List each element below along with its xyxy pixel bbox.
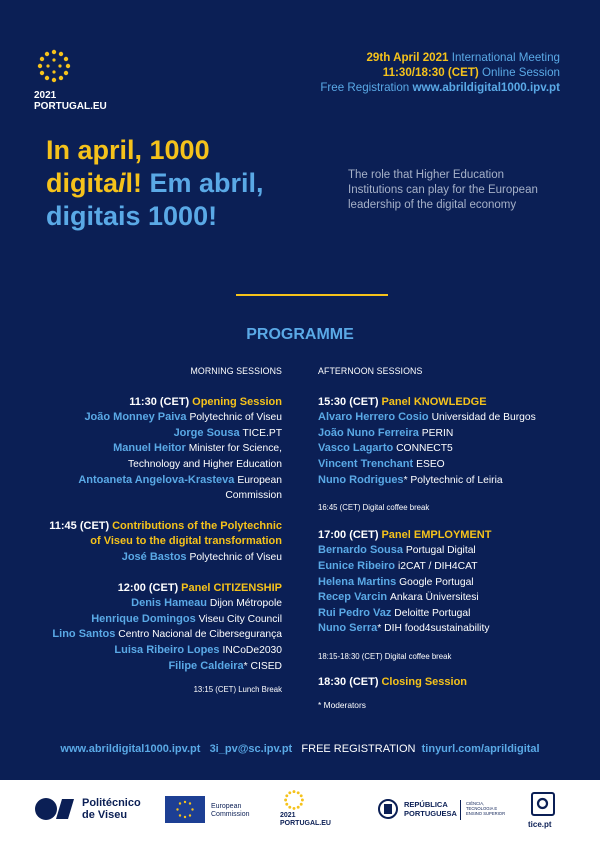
event-date: 29th April 2021 bbox=[366, 51, 449, 64]
programme-title: PROGRAMME bbox=[246, 326, 354, 343]
headline bbox=[46, 134, 264, 233]
employment-panel: 17:00 (CET) Panel EMPLOYMENT Bernardo Sousa Portugal Digital Eunice Ribeiro i2CAT / DIH4CAT Helena Martins Google Portugal Recep Varcin Ankara Üniversitesi Rui Pedro Vaz Deloitte Portugal Nuno Serra* DIH food4sustainability bbox=[318, 528, 536, 637]
politecnico-viseu-logo-icon bbox=[34, 797, 78, 821]
registration-label: Free Registration bbox=[320, 81, 413, 94]
ministry-text: CIÊNCIA, TECNOLOGIA E ENSINO SUPERIOR bbox=[466, 801, 506, 816]
logo-year: 2021 bbox=[34, 90, 57, 101]
speaker: Alvaro Herrero Cosio Universidad de Burgos bbox=[318, 411, 536, 424]
free-registration-label: FREE REGISTRATION bbox=[301, 743, 416, 755]
speaker: Nuno Rodrigues* Polytechnic of Leiria bbox=[318, 473, 503, 486]
closing-session: 18:30 (CET) Closing Session bbox=[318, 675, 468, 688]
european-commission-text: European Commission bbox=[211, 803, 250, 818]
contact-line bbox=[0, 743, 600, 755]
knowledge-panel: 15:30 (CET) Panel KNOWLEDGE Alvaro Herrero Cosio Universidad de Burgos João Nuno Ferreira PERIN Vasco Lagarto CONNECT5 Vincent Trenchant ESEO Nuno Rodrigues* Polytechnic of Leiria bbox=[318, 395, 536, 489]
headline-line-1: In april, 1000 bbox=[46, 135, 210, 165]
speaker: Rui Pedro Vaz Deloitte Portugal bbox=[318, 606, 471, 619]
speaker: Lino Santos Centro Nacional de Cibersegurança bbox=[52, 628, 282, 641]
star-circle-icon bbox=[34, 46, 74, 86]
citizenship-panel: 12:00 (CET) Panel CITIZENSHIP Denis Hameau Dijon Métropole Henrique Domingos Viseu City Council Lino Santos Centro Nacional de Cibersegurança Luisa Ribeiro Lopes INCoDe2030 Filipe Caldeira* CISED bbox=[49, 581, 282, 675]
speaker: Helena Martins Google Portugal bbox=[318, 575, 474, 588]
divider bbox=[236, 294, 388, 296]
morning-sessions bbox=[49, 364, 282, 698]
tice-logo-icon bbox=[531, 792, 555, 816]
speaker: Vincent Trenchant ESEO bbox=[318, 457, 445, 470]
speaker: José Bastos Polytechnic of Viseu bbox=[121, 550, 282, 563]
coffee-break-1: 16:45 (CET) Digital coffee break bbox=[318, 503, 430, 513]
speaker: Vasco Lagarto CONNECT5 bbox=[318, 442, 453, 455]
event-time-label: Online Session bbox=[478, 66, 560, 79]
registration-link[interactable]: tinyurl.com/aprildigital bbox=[421, 743, 540, 755]
lunch-break: 13:15 (CET) Lunch Break bbox=[193, 685, 282, 695]
star-circle-icon bbox=[282, 788, 306, 812]
speaker: Manuel Heitor Minister for Science, bbox=[113, 442, 282, 455]
politecnico-viseu-text: Politécnico de Viseu bbox=[82, 797, 141, 821]
footer-divider bbox=[460, 800, 461, 820]
speaker: Antoaneta Angelova-Krasteva European bbox=[78, 473, 282, 486]
coffee-break-2: 18:15-18:30 (CET) Digital coffee break bbox=[318, 651, 452, 661]
logo-name: PORTUGAL.EU bbox=[34, 101, 107, 112]
speaker: Henrique Domingos Viseu City Council bbox=[91, 612, 282, 625]
website-link[interactable]: www.abrildigital1000.ipv.pt bbox=[60, 743, 201, 755]
event-info bbox=[320, 50, 560, 95]
headline-line-2: digitail! Em abril, bbox=[46, 168, 264, 198]
tice-text: tice.pt bbox=[528, 820, 552, 829]
republica-portuguesa-text: REPÚBLICA PORTUGUESA bbox=[404, 800, 457, 818]
speaker: Jorge Sousa TICE.PT bbox=[173, 426, 282, 439]
speaker: Recep Varcin Ankara Üniversitesi bbox=[318, 591, 479, 604]
tagline: The role that Higher Education Institutions can play for the European leadership of the digital economy bbox=[348, 169, 538, 211]
speaker: João Nuno Ferreira PERIN bbox=[318, 426, 454, 439]
email-link[interactable]: 3i_pv@sc.ipv.pt bbox=[209, 743, 293, 755]
contributions-session: 11:45 (CET) Contributions of the Polytechnic of Viseu to the digital transformation José Bastos Polytechnic of Viseu bbox=[49, 519, 282, 566]
afternoon-sessions bbox=[318, 364, 536, 714]
republica-emblem-icon bbox=[376, 798, 400, 820]
logo-text bbox=[34, 90, 107, 112]
morning-heading: MORNING SESSIONS bbox=[190, 366, 282, 376]
opening-session: 11:30 (CET) Opening Session João Monney Paiva Polytechnic of Viseu Jorge Sousa TICE.PT Manuel Heitor Minister for Science, Technology and Higher Education Antoaneta Angelova-Krasteva European Commission bbox=[49, 395, 282, 504]
headline-line-3: digitais 1000! bbox=[46, 201, 218, 231]
speaker: João Monney Paiva Polytechnic of Viseu bbox=[84, 411, 282, 424]
moderators-note: * Moderators bbox=[318, 700, 366, 711]
speaker: Bernardo Sousa Portugal Digital bbox=[318, 544, 476, 557]
eu-flag-icon bbox=[165, 796, 205, 823]
speaker: Nuno Serra* DIH food4sustainability bbox=[318, 622, 490, 635]
event-time: 11:30/18:30 (CET) bbox=[382, 66, 479, 79]
registration-url[interactable]: www.abrildigital1000.ipv.pt bbox=[412, 81, 560, 94]
speaker: Denis Hameau Dijon Métropole bbox=[131, 597, 282, 610]
portugal-eu-text: 2021 PORTUGAL.EU bbox=[280, 812, 331, 827]
event-date-label: International Meeting bbox=[448, 51, 560, 64]
afternoon-heading: AFTERNOON SESSIONS bbox=[318, 366, 423, 376]
speaker: Luisa Ribeiro Lopes INCoDe2030 bbox=[114, 643, 282, 656]
speaker: Filipe Caldeira* CISED bbox=[168, 659, 282, 672]
speaker: Eunice Ribeiro i2CAT / DIH4CAT bbox=[318, 559, 478, 572]
footer-logos bbox=[0, 780, 600, 850]
